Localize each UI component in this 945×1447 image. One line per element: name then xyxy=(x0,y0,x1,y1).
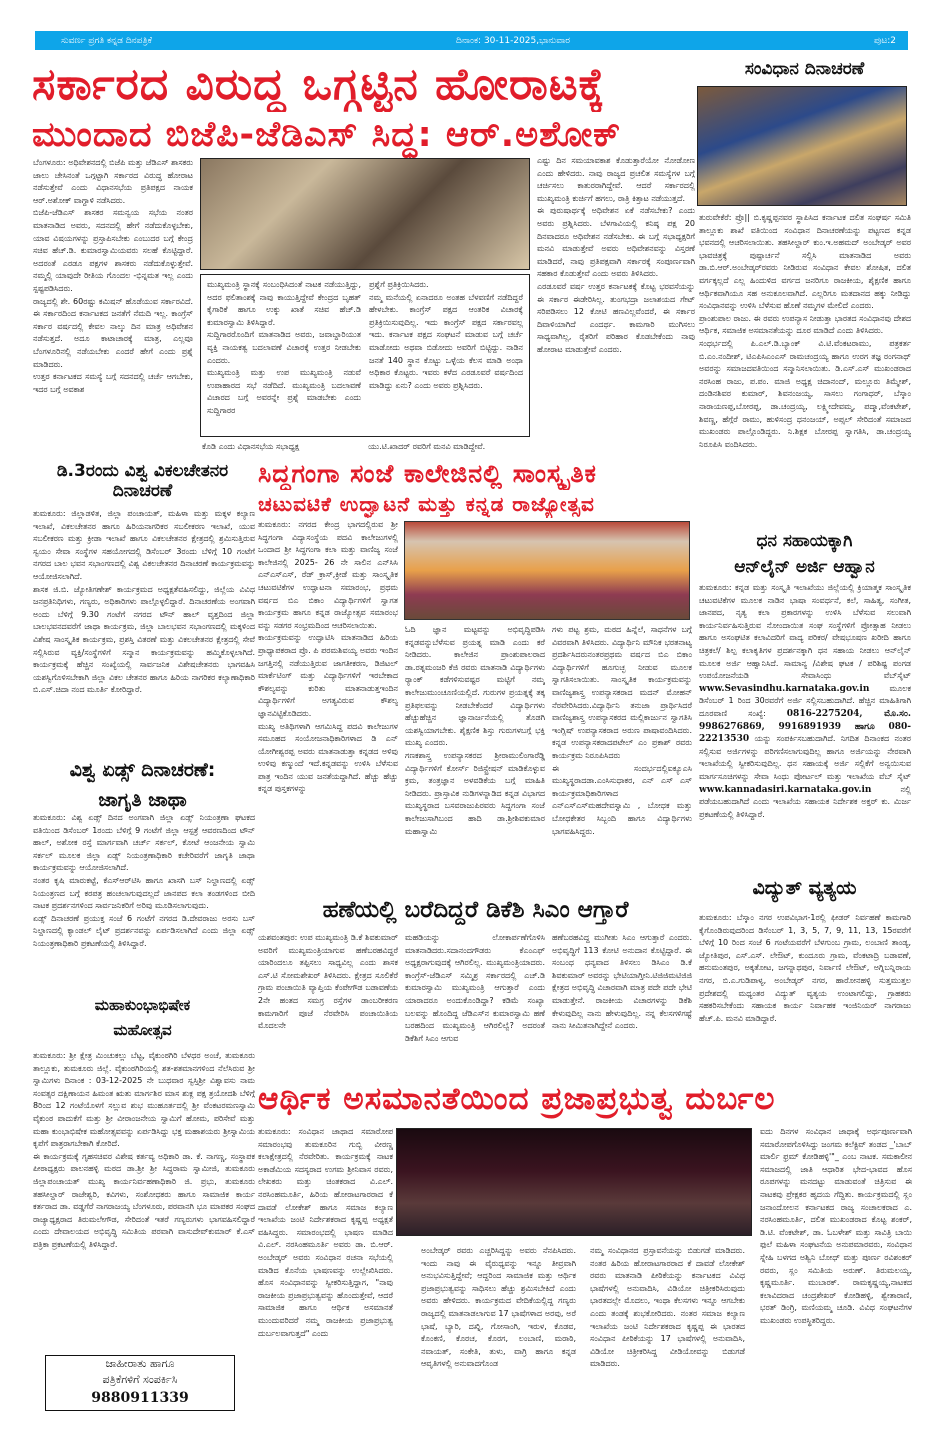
issue-date: ದಿನಾಂಕ: 30-11-2025,ಭಾನುವಾರ xyxy=(456,35,571,46)
text-segment: ತುಮಕೂರು: ಕನ್ನಡ ಮತ್ತು ಸಂಸ್ಕೃತಿ ಇಲಾಖೆಯು ಜಿಲ್ಲೆಯಲ್ಲಿ ಕ್ರಿಯಾತ್ಮಕ ಸಾಂಸ್ಕೃತಿಕ ಚಟುವಟಿಕೆಗಳ ಮೂಲಕ ನಾಡಿನ ಭಾಷಾ ಸಂವರ್ಧನೆ, ಕಲೆ, ಸಾಹಿತ್ಯ, ಸಂಗೀತ, ಜಾನಪದ, ನೃತ್ಯ ಕಲಾ ಪ್ರಕಾರಗಳನ್ನು ಉಳಿಸಿ ಬೆಳೆಸುವ ಸಲುವಾಗಿ ಕಾರ್ಯನಿರ್ವಹಿಸುತ್ತಿರುವ ನೋಂದಾಯಿತ ಸಂಘ ಸಂಸ್ಥೆಗಳಿಗೆ ಪ್ರೋತ್ಸಾಹ ನೀಡಲು ಹಾಗೂ ಅಸಂಘಟಿತ ಕಲಾವಿದರಿಗೆ ವಾದ್ಯ ಪರಿಕರ/ ವೇಷಭೂಷಣ ಖರೀದಿ ಹಾಗೂ ಚಿತ್ರಕಲೆ/ ಶಿಲ್ಪ ಕಲಾಕೃತಿಗಳ ಪ್ರದರ್ಶನಕ್ಕಾಗಿ ಧನ ಸಹಾಯ ನೀಡಲು ಆನ್‌ಲೈನ್ ಮೂಲಕ ಅರ್ಜಿ ಆಹ್ವಾನಿಸಿದೆ. ಸಾಮಾನ್ಯ /ವಿಶೇಷ ಘಟಕ / ಪರಿಶಿಷ್ಟ ಪಂಗಡ ಉಪಯೋಜನೆಯಡಿ ಸೇವಾಸಿಂಧು ವೆಬ್‌ಸೈಟ್ xyxy=(699,583,911,681)
sevasindhu-link[interactable]: www.Sevasindhu.karnataka.gov.in xyxy=(699,683,870,694)
paragraph: ಪ್ರಶ್ನೆಗೆ ಪ್ರತಿಕ್ರಿಯಿಸಿದರು. xyxy=(369,280,429,289)
page-number: ಪುಟ:2 xyxy=(874,35,896,46)
text-segment: ಮೂಲಕ ಡಿಸೆಂಬರ್ 1 ರಿಂದ 30ರವರೆಗೆ ಅರ್ಜಿ ಸಲ್ಲಿಸಬಹುದಾಗಿದೆ. ಹೆಚ್ಚಿನ ಮಾಹಿತಿಗಾಗಿ ದೂರವಾಣಿ ಸಂಖ್ಯೆ: xyxy=(699,683,911,718)
paragraph: ಉತ್ತರ ಕರ್ನಾಟಕದ ಸಮಸ್ಯೆ ಬಗ್ಗೆ ಸದನದಲ್ಲಿ ಚರ್ಚೆ ಆಗಬೇಕು, ಇದರ ಬಗ್ಗೆ ಅವಕಾಶ xyxy=(33,372,193,394)
lead-story-boxed-section xyxy=(200,274,530,437)
arthika-col2: ಅಂಬೇಡ್ಕರ್ ರವರು ಎಚ್ಚರಿಸಿದ್ದನ್ನು ಅವರು ನೆನಪಿಸಿದರು. ಇಂದು ನಾವು ಈ ವೈರುಧ್ಯವನ್ನು ಇನ್ನೂ ತೀವ್ರವಾಗಿ ಅನುಭವಿಸುತ್ತಿದ್ದೇವೆ; ಆದ್ದರಿಂದ ಸಾಮಾಜಿಕ ಮತ್ತು ಆರ್ಥಿಕ ಪ್ರಜಾಪ್ರಭುತ್ವವನ್ನು ಸಾಧಿಸಲು ಹೆಚ್ಚು ಶ್ರಮಿಸಬೇಕಿದೆ ಎಂದು ಅವರು ಹೇಳಿದರು. ಕಾರ್ಯಕ್ರಮದ ವೇದಿಕೆಯಲ್ಲಿದ್ದ ಗಣ್ಯರು ರಾಜ್ಯದಲ್ಲಿ ಮಾತನಾಡಲಾಗುವ 17 ಭಾಷೆಗಳಾದ ಅರವು, ಅರೆ ಭಾಷೆ, ಬ್ಯಾರಿ, ದಖ್ನಿ, ಗೋಸಾಂಗಿ, ಇರುಳ, ಕೊಡವ, ಕೊಂಕಣಿ, ಕೊರಚ, ಕೊರಗ, ಲಂಬಾಣಿ, ಮರಾಠಿ, ನವಾಯತ್, ಸಂಕೇತಿ, ತುಳು, ವಾಗ್ರಿ ಹಾಗೂ ಕನ್ನಡ ಆವೃತಿಗಳಲ್ಲಿ ಅನುವಾದಗೊಂಡ xyxy=(421,1246,576,1369)
paragraph: ರಾಜ್ಯದಲ್ಲಿ ಶೇ. 60ರಷ್ಟು ಕಮಿಷನ್ ಹೊಡೆಯುವ ಸರ್ಕಾರವಿದೆ. ಈ ಸರ್ಕಾರದಿಂದ ಕರ್ನಾಟಕದ ಜನತೆಗೆ ನೆಮದಿ ಇಲ್ಲ. ಕಾಂಗ್ರೆಸ್ ಸರ್ಕಾರ ವರ್ಷದಲ್ಲಿ ಕೇವಲ ನಾಲ್ಕು ದಿನ ಮಾತ್ರ ಅಧಿವೇಶನ ನಡೆಸುತ್ತದೆ. ಅದೂ ಕಾಟಾಚಾರಕ್ಕೆ ಮಾತ್ರ, ಎಲ್ಲವೂ ಬೆಂಗಳೂರಿನಲ್ಲಿ ನಡೆಯಬೇಕು ಎಂದರೆ ಹೇಗೆ ಎಂದು ಪ್ರಶ್ನೆ ಮಾಡಿದರು. xyxy=(33,296,193,369)
vidyut-body: ತುಮಕೂರು: ಬೆಸ್ಕಾಂ ನಗರ ಉಪವಿಭಾಗ-1ರಲ್ಲಿ ಫೀಡರ್ ನಿರ್ವಹಣೆ ಕಾಮಗಾರಿ ಕೈಗೊಂಡಿರುವುದರಿಂದ ಡಿಸೆಂಬರ್ 1, 3, 5, 7, 9, 11, 13, 15ರವರೆಗೆ ಬೆಳಿಗ್ಗೆ 10 ರಿಂದ ಸಂಜೆ 6 ಗಂಟೆಯವರೆಗೆ ಬೆಳಗುಂಬ ಗ್ರಾಮ, ಲಂಬಾಣಿ ತಾಂಡ್ಯ, ಜ್ಯೋತಿಪುರ, ಎಸ್.ಎಸ್. ಲೇಔಟ್, ಕುಂದೂರು ಗ್ರಾಮ, ವೆಂಕಟಾದ್ರಿ ಬಡಾವಣೆ, ಹನುಮಂತಪುರ, ಅಕ್ಕತೋಟ, ಜಗನ್ನಾಥಪುರ, ನಿರ್ವಾಣಿ ಲೇಔಟ್, ಅಗ್ನಿಬನ್ನಿರಾಯ ನಗರ, ಬಿ.ಎ.ಗುಡಿಪಾಳ್ಯ, ಅಂಬೇಡ್ಕರ್ ನಗರ, ಹಾರೋನಹಳ್ಳಿ ಸುತ್ತಮುತ್ತಲ ಪ್ರದೇಶದಲ್ಲಿ ಮಧ್ಯಂತರ ವಿದ್ಯುತ್ ವ್ಯತ್ಯಯ ಉಂಟಾಗಲಿದ್ದು, ಗ್ರಾಹಕರು ಸಹಕರಿಸಬೇಕೆಂದು ಸಹಾಯಕ ಕಾರ್ಯ ನಿರ್ವಾಹಕ ಇಂಜಿನಿಯರ್ ನಾಗರಾಜು ಹೆಚ್.ಪಿ. ಮನವಿ ಮಾಡಿದ್ದಾರೆ. xyxy=(699,913,911,1023)
headline-line: ಮಹೋತ್ಸವ xyxy=(113,1021,172,1039)
paragraph: ಗಳು ಪಟ್ಟ ಶ್ರಮ, ಮಠದ ಹಿನ್ನೆಲೆ, ಸಾಧನೆಗಳ ಬಗ್ಗೆ ವಿವರವಾಗಿ ತಿಳಿಸಿದರು. ವಿದ್ಯಾರ್ಥಿನಿ ಮೌನಿಕ ಭರತನಾಟ್ಯ ಪ್ರದರ್ಶಿಸಿದರುನಂತರಪ್ರಥಮ ವರ್ಷದ ಬಿಎ ಬಿಕಾಂ ವಿದ್ಯಾರ್ಥಿಗಳಿಗೆ ಹೂಗುಚ್ಛ ನೀಡುವ ಮೂಲಕ ಸ್ವಾಗತಿಸಲಾಯಿತು. ಸಾಂಸ್ಕೃತಿಕ ಕಾರ್ಯಕ್ರಮವನ್ನು ವಾಣಿಜ್ಯಶಾಸ್ತ್ರ ಉಪನ್ಯಾಸಕರಾದ ಮದನ್ ಮೋಹನ್ ನೆರವೇರಿಸಿದರು.ವಿದ್ಯಾರ್ಥಿನಿ ತನುಜಾ ಪ್ರಾರ್ಥಿಸಿದರೆ ವಾಣಿಜ್ಯಶಾಸ್ತ್ರ ಉಪನ್ಯಾಸಕರದ ಮಲ್ಲಿಕಾರ್ಜುನ ಸ್ವಾಗತಿಸಿ ಇಂಗ್ಲಿಷ್ ಉಪನ್ಯಾಸಕರಾದ ಅರುಣ ಪಾಷಾವಂದಿಸಿದರು. ಕನ್ನಡ ಉಪನ್ಯಾಸಕರಾದಪಟೇಲ್ ಎಂ ಪ್ರಕಾಶ್ ರವರು ಕಾರ್ಯಕ್ರಮ ನಿರೂಪಿಸಿದರು xyxy=(552,625,692,760)
dhana-sahaya-body xyxy=(699,582,911,874)
siddaganga-col3 xyxy=(552,624,692,881)
lead-headline-line1: ಸರ್ಕಾರದ ವಿರುದ್ಧ ಒಗ್ಗಟ್ಟಿನ ಹೋರಾಟಕ್ಕೆ xyxy=(32,59,606,110)
headline-line: ಡಿ.3ರಂದು ವಿಶ್ವ ವಿಕಲಚೇತನರ xyxy=(56,461,229,481)
kumbhabhisheka-body xyxy=(33,1050,255,1342)
siddaganga-headline-line1: ಸಿದ್ಧಗಂಗಾ ಸಂಜೆ ಕಾಲೇಜಿನಲ್ಲಿ ಸಾಂಸ್ಕೃತಿಕ xyxy=(258,459,597,488)
paragraph: ಸುದ್ದಿಗಾರರೊಂದಿಗೆ ಮಾತನಾಡಿದ ಅವರು, ಜವಾಬ್ದಾರಿಯುತ ವ್ಯಕ್ತಿ ನಾಯಕತ್ವ ಬದಲಾವಣೆ ವಿಚಾರಕ್ಕೆ ಉತ್ತರ ನೀಡಬೇಕು ಎಂದರು. xyxy=(207,330,361,365)
siddaganga-col1 xyxy=(258,519,398,881)
below-box-left: ಕೊಡಿ ಎಂದು ವಿಧಾನಸಭೆಯ ಸಭಾಧ್ಯಕ್ಷ xyxy=(202,442,300,451)
ad-line2: ಪತ್ರಿಕೆಗಳಿಗೆ ಸಂಪರ್ಕಿಸಿ xyxy=(102,1373,178,1386)
paragraph: ಈ ಪುರುಷಾರ್ಥಕ್ಕೆ ಅಧಿವೇಶನ ಏಕೆ ನಡೆಸಬೇಕು? ಎಂದು ಅವರು ಪ್ರಶ್ನಿಸಿದರು. ಬೆಳಗಾವಿಯಲ್ಲಿ ಕನಿಷ್ಠ ಪಕ್ಷ 20 ದಿನವಾದರೂ ಅಧಿವೇಶನ ನಡೆಸಬೇಕು. ಈ ಬಗ್ಗೆ ಸಭಾಧ್ಯಕ್ಷರಿಗೆ ಮನವಿ ಮಾಡುತ್ತೇವೆ ಅವರು ಅಧಿವೇಶನವನ್ನು ವಿಸ್ತರಣೆ ಮಾಡಿದರೆ, ನಾವು ಪ್ರತಿಪಕ್ಷವಾಗಿ ಸರ್ಕಾರಕ್ಕೆ ಸಂಪೂರ್ಣವಾಗಿ ಸಹಕಾರ ಕೊಡುತ್ತೇವೆ ಎಂದು ಅವರು ತಿಳಿಸಿದರು. xyxy=(537,206,695,279)
headline-line: ಮಹಾಕುಂಭಾಭಿಷೇಕ xyxy=(94,996,191,1014)
lead-story-col1 xyxy=(33,157,193,457)
dkshi-headline: ಹಣೆಯಲ್ಲಿ ಬರೆದಿದ್ದರೆ ಡಿಕೆಶಿ ಸಿಎಂ ಆಗ್ತಾರೆ xyxy=(322,897,629,923)
paper-name: ಸುವರ್ಣ ಪ್ರಗತಿ ಕನ್ನಡ ದಿನಪತ್ರಿಕೆ xyxy=(61,35,152,46)
paragraph: ತುಮಕೂರು: ವಿಶ್ವ ಏಡ್ಸ್ ದಿನದ ಅಂಗವಾಗಿ ಜಿಲ್ಲಾ ಏಡ್ಸ್ ನಿಯಂತ್ರಣಾ ಘಟಕದ ವತಿಯಿಂದ ಡಿಸೆಂಬರ್ 1ರಂದು ಬೆಳಿಗ್ಗೆ 9 ಗಂಟೆಗೆ ಜಿಲ್ಲಾ ಆಸ್ಪತ್ರೆ ಆವರಣದಿಂದ ಟೌನ್ ಹಾಲ್, ಅಶೋಕ ರಸ್ತೆ ಮಾರ್ಗವಾಗಿ ಚರ್ಚ್ ಸರ್ಕಲ್, ಕೋಟೆ ಆಂಜನೇಯ ಸ್ವಾಮಿ ಸರ್ಕಲ್ ಮೂಲಕ ಜಿಲ್ಲಾ ಏಡ್ಸ್ ನಿಯಂತ್ರಣಾಧಿಕಾರಿ ಕಚೇರಿವರೆಗೆ ಜಾಗೃತಿ ಜಾಥಾ ಕಾರ್ಯಕ್ರಮವನ್ನು ಆಯೋಜಿಸಲಾಗಿದೆ. xyxy=(33,813,255,873)
samvidhana-photo xyxy=(697,86,907,206)
headline-line: ಆನ್‌ಲೈನ್ ಅರ್ಜಿ ಆಹ್ವಾನ xyxy=(734,557,875,577)
samvidhana-headline: ಸಂವಿಧಾನ ದಿನಾಚರಣೆ xyxy=(744,59,865,79)
vikalachetana-headline xyxy=(30,462,255,501)
paragraph: ಪ್ರಾಂಶುಪಾಲ ರಾಜು. ಈ ರವರು ಉಪನ್ಯಾಸ ನೀಡುತ್ತಾ ಭಾರತದ ಸಂವಿಧಾನವು ದೇಶದ ಆರ್ಥಿಕ, ಸಮಾಜಿಕ ಅಸಮಾನತೆಯನ್ನು ದೂರ ಮಾಡಿದೆ ಎಂದು ತಿಳಿಸಿದರು. xyxy=(699,313,911,336)
dhana-sahaya-headline xyxy=(697,528,912,580)
arthika-photo xyxy=(396,1128,752,1236)
paragraph: ಮುಖ್ಯ ಅತಿಥಿಗಳಾಗಿ ಆಗಮಿಸಿದ್ದ ಪದವಿ ಕಾಲೇಜುಗಳ ಸಮೂಹದ ಸಂಯೋಜನಾಧಿಕಾರಿಗಳಾದ ಡಿ ಎನ್ ಯೋಗೀಶ್ವರಪ್ಪ ಅವರು ಮಾತನಾಡುತ್ತಾ ಕನ್ನಡದ ಅಳಿವು ಉಳಿವು ಕಣ್ಮುಂದೆ ಇದೆ.ಕನ್ನಡವನ್ನು ಉಳಿಸಿ ಬೆಳೆಸುವ ಪಾತ್ರ ಇಂದಿನ ಯುವ ಜನತೆಯದ್ದಾಗಿದೆ. ಹೆಚ್ಚು ಹೆಚ್ಚು ಕನ್ನಡ ಪುಸ್ತಕಗಳನ್ನು xyxy=(258,721,398,794)
vidyut-headline: ವಿದ್ಯುತ್ ವ್ಯತ್ಯಯ xyxy=(752,877,857,899)
paragraph: ಎಷ್ಟು ದಿನ ಸಮಯಾವಕಾಶ ಕೊಡುತ್ತಾರೆಯೋ ನೋಡೋಣ ಎಂದು ಹೇಳಿದರು. ನಾವು ರಾಜ್ಯದ ಪ್ರಚಲಿತ ಸಮಸ್ಯೆಗಳ ಬಗ್ಗೆ ಚರ್ಚಿಸಲು ಕಾತುರರಾಗಿದ್ದೇವೆ. ಆದರೆ ಸರ್ಕಾರದಲ್ಲಿ ಮುಖ್ಯಮಂತ್ರಿ ಕುರ್ಚಿಗೆ ಹಗಲು, ರಾತ್ರಿ ಕಿತ್ತಾಟ ನಡೆಯುತ್ತದೆ. xyxy=(537,156,695,203)
paragraph: ಎರಡೂವರೆ ವರ್ಷ ಉತ್ತರ ಕರ್ನಾಟಕಕ್ಕೆ ಕೊಟ್ಟ ಭರವಸೆಯನ್ನು ಈ ಸರ್ಕಾರ ಈಡೇರಿಸಿಲ್ಲ. ತುಂಗಭದ್ರಾ ಜಲಾಶಯದ ಗೇಟ್ ಸರಿಪಡಿಸಲು 12 ಕೋಟಿ ಹಣವಿಲ್ಲವೆಂದರೆ, ಈ ಸರ್ಕಾರ ದಿವಾಳಿಯಾಗಿದೆ ಎಂದರ್ಥ. ಕಾಮಗಾರಿ ಮುಗಿಸಲು ಸಾಧ್ಯವಾಗಿಲ್ಲ, ರೈತರಿಗೆ ಪರಿಹಾರ ಕೊಡಬೇಕೆಂದು ನಾವು ಹೋರಾಟ ಮಾಡುತ್ತೇವೆ ಎಂದರು. xyxy=(537,281,695,354)
ad-phone-number: 9880911339 xyxy=(91,1390,189,1406)
paragraph: ತುಮಕೂರು: ಜಿಲ್ಲಾಡಳಿತ, ಜಿಲ್ಲಾ ಪಂಚಾಯತ್, ಮಹಿಳಾ ಮತ್ತು ಮಕ್ಕಳ ಕಲ್ಯಾಣ ಇಲಾಖೆ, ವಿಕಲಚೇತನರ ಹಾಗೂ ಹಿರಿಯನಾಗರಿಕರ ಸಬಲೀಕರಣ ಇಲಾಖೆ, ಯುವ ಸಬಲೀಕರಣ ಮತ್ತು ಕ್ರೀಡಾ ಇಲಾಖೆ ಹಾಗೂ ವಿಕಲಚೇತನರ ಕ್ಷೇತ್ರದಲ್ಲಿ ಶ್ರಮಿಸುತ್ತಿರುವ ಸ್ವಯಂ ಸೇವಾ ಸಂಸ್ಥೆಗಳ ಸಹಯೋಗದಲ್ಲಿ ಡಿಸೆಂಬರ್ 3ರಂದು ಬೆಳಿಗ್ಗೆ 10 ಗಂಟೆಗೆ ನಗರದ ಬಾಲ ಭವನ ಸಭಾಂಗಣದಲ್ಲಿ ವಿಶ್ವ ವಿಕಲಚೇತನರ ದಿನಾಚರಣೆ ಕಾರ್ಯಕ್ರಮವನ್ನು ಆಯೋಜಿಸಲಾಗಿದೆ. xyxy=(33,509,255,581)
phone-numbers: 0816-2275204, ಮೊ.ಸಂ. 9986276869, 9916891939 ಹಾಗೂ 080-22213530 xyxy=(699,708,911,745)
paragraph: ಗಣಕಶಾಸ್ತ್ರ ಉಪನ್ಯಾಸಕರದ ಶ್ರೀರಾಮುಲಿಂಗಾರೆಡ್ಡಿ ವಿದ್ಯಾರ್ಥಿಗಳಿಗೆ ಕೋರ್ಸ್ ರಿಜಿಸ್ಟ್ರೇಷನ್ ಮಾಡಿಕೊಳ್ಳುವ ಕ್ರಮ, ತಂತ್ರಜ್ಞಾನ ಅಳವಡಿಕೆಯ ಬಗ್ಗೆ ಮಾಹಿತಿ ನೀಡಿದರು. ಪ್ರಾಸ್ತಾವಿಕ ನುಡಿಗಳನ್ನಾಡಿದ ಕನ್ನಡ ವಿಭಾಗದ ಮುಖ್ಯಸ್ಥರಾದ ಬಸವರಾಜುಪಿರವರು ಸಿದ್ದಗಂಗಾ ಸಂಜೆ ಕಾಲೇಜುಸಾಗಿಬಂದ ಹಾದಿ ಡಾ.ಶ್ರೀಶಿವಕುಮಾರ ಮಹಾಸ್ವಾಮಿ xyxy=(405,750,545,836)
headline-line: ಧನ ಸಹಾಯಕ್ಕಾಗಿ xyxy=(756,531,853,551)
vikalachetana-body xyxy=(33,508,255,758)
boxed-col-a xyxy=(207,279,361,429)
kannadasiri-link[interactable]: www.kannadasiri.karnataka.gov.in xyxy=(699,784,872,795)
boxed-col-b xyxy=(369,279,523,429)
arthika-col3: ನಮ್ಮ ಸಂವಿಧಾನದ ಪ್ರಸ್ತಾವನೆಯನ್ನು ಬಿಡುಗಡೆ ಮಾಡಿದರು. ನಂತರ ಹಿರಿಯ ಹೋರಾಟಗಾರರಾದ ಕೆ ದಾವಡೆ ಲೋಕೇಶ್ ರವರು ಮಾತನಾಡಿ ಪೀಠಿಕೆಯನ್ನು ಕರ್ನಾಟಕದ ವಿವಿಧ ಭಾಷೆಗಳಲ್ಲಿ ಅನುವಾದಿಸಿ, ವಿಡಿಯೋ ಚಿತ್ರೀಕರಿಸಿರುವುದು ಭಾರತದಲ್ಲೇ ಮೊದಲು, ಇಂಥಾ ಕೆಲಸಗಳು ಇನ್ನೂ ಆಗಬೇಕು ಎಂದು ತಂಡಕ್ಕೆ ಶುಭಕೋರಿದರು. ನಂತರ ಸಮಾಜ ಕಲ್ಯಾಣ ಇಲಾಖೆಯ ಜಂಟಿ ನಿರ್ದೇಶಕರಾದ ಕೃಷ್ಣಪ್ಪ ಈ ಭಾರತದ ಸಂವಿಧಾನ ಪೀಠಿಕೆಯನ್ನು 17 ಭಾಷೆಗಳಲ್ಲಿ ಅನುವಾದಿಸಿ, ವಿಡಿಯೋ ಚಿತ್ರೀಕರಿಸಿದ್ದ ವೀಡಿಯೋವನ್ನು ಬಿಡುಗಡೆ ಮಾಡಿದರು. xyxy=(590,1246,745,1369)
paragraph: ಕಾರ್ಯಕ್ರಮವನ್ನು ಉದ್ಘಾಟಿಸಿ ಮಾತನಾಡಿದ ಹಿರಿಯ ಪ್ರಾಧ್ಯಾಪಕರಾದ ಪ್ರೊ. ಪಿ ಪರಮಶಿವಯ್ಯ ಅವರು ಇಂದಿನ ಜಗತ್ತಿನಲ್ಲಿ ನಡೆಯುತ್ತಿರುವ ಜಾಗತೀಕರಣ, ಡಿಜಿಟಲ್ ಮಾರ್ಕೆಟಿಂಗ್ ಮತ್ತು ವಿದ್ಯಾರ್ಥಿಗಳಿಗೆ ಇರಬೇಕಾದ ಕೌಶಲ್ಯವನ್ನು ಕುರಿತು ಮಾತನಾಡುತ್ತಇಂದಿನ ವಿದ್ಯಾರ್ಥಿಗಳಿಗೆ ಅಗತ್ಯವಿರುವ ಕೌಶಲ್ಯ ಜ್ಞಾನವಿಟ್ಟಿಕೊಡಿದರು. xyxy=(258,633,398,718)
kumbhabhisheka-headline xyxy=(30,993,255,1043)
siddaganga-photo xyxy=(404,521,690,620)
arthika-col1: ತುಮಕೂರು: ಸಂವಿಧಾನ ಜಾಥಾದ ಸಮಾರೋಪ ಸಮಾರಂಭವು ತುಮಕೂರಿನ ಗುಬ್ಬಿ ವೀರಣ್ಣ ಕಲಾಕ್ಷೇತ್ರದಲ್ಲಿ ನೆರವೇರಿತು. ಕಾರ್ಯಕ್ರಮಕ್ಕೆ ನಾಟಕ ಅಕಾಡೆಮಿಯ ಸದಸ್ಯರಾದ ಉಗಮ ಶ್ರೀನಿವಾಸ ರವರು, ಲೇಖಕರು ಮತ್ತು ಚಿಂತಕರಾದ ವಿ.ಎಲ್. ನರಸಿಂಹಮೂರ್ತಿ, ಹಿರಿಯ ಹೋರಾಟಗಾರರಾದ ಕೆ ದಾವಡೆ ಲೋಕೇಶ್ ಹಾಗೂ ಸಮಾಜ ಕಲ್ಯಾಣ ಇಲಾಖೆಯ ಜಂಟಿ ನಿರ್ದೇಶಕರಾದ ಕೃಷ್ಣಪ್ಪ ಅಧ್ಯಕ್ಷತೆ ವಹಿಸಿದ್ದರು. ಸಮಾರಂಭದಲ್ಲಿ ಭಾಷಣ ಮಾಡಿದ ವಿ.ಎಲ್. ನರಸಿಂಹಮೂರ್ತಿ ಅವರು ಡಾ. ಬಿ.ಆರ್. ಅಂಬೇಡ್ಕರ್ ಅವರು ಸಂವಿಧಾನ ರಚನಾ ಸಭೆಯಲ್ಲಿ ಮಾಡಿದ ಕೊನೆಯ ಭಾಷಣವನ್ನು ಉಲ್ಲೇಖಿಸಿದರು. ಹೊಸ ಸಂವಿಧಾನವನ್ನು ಸ್ವೀಕರಿಸುತ್ತಿದ್ದಾಗ, "ನಾವು ರಾಜಕೀಯ ಪ್ರಜಾಪ್ರಭುತ್ವವನ್ನು ಹೊಂದುತ್ತೇವೆ, ಆದರೆ ಸಾಮಾಜಿಕ ಹಾಗೂ ಆರ್ಥಿಕ ಅಸಮಾನತೆ ಮುಂದುವರಿದರೆ ನಮ್ಮ ರಾಜಕೀಯ ಪ್ರಜಾಪ್ರಭುತ್ವ ದುರ್ಬಲವಾಗುತ್ತದೆ" ಎಂದು xyxy=(258,1127,393,1338)
paragraph: ಶಾಸಕ ಜಿ.ಬಿ. ಜ್ಯೋತಿಗಣೇಶ್ ಕಾರ್ಯಕ್ರಮದ ಅಧ್ಯಕ್ಷತೆವಹಿಸಲಿದ್ದು, ಜಿಲ್ಲೆಯ ವಿವಿಧ ಜನಪ್ರತಿನಿಧಿಗಳು, ಗಣ್ಯರು, ಅಧಿಕಾರಿಗಳು ಪಾಲ್ಗೊಳ್ಳಲಿದ್ದಾರೆ. ದಿನಾಚರಣೆಯ ಅಂಗವಾಗಿ ಅಂದು ಬೆಳಿಗ್ಗೆ 9.30 ಗಂಟೆಗೆ ನಗರದ ಟೌನ್ ಹಾಲ್ ವೃತ್ತದಿಂದ ಜಿಲ್ಲಾ ಬಾಲಭವನದವರೆಗೆ ಜಾಥಾ ಕಾರ್ಯಕ್ರಮ, ಜಿಲ್ಲಾ ಬಾಲಭವನ ಸಭಾಂಗಣದಲ್ಲಿ ಮಕ್ಕಳಿಂದ ವಿಶೇಷ ಸಾಂಸ್ಕೃತಿಕ ಕಾರ್ಯಕ್ರಮ, ಪ್ರಶಸ್ತಿ ವಿತರಣೆ ಮತ್ತು ವಿಕಲಚೇತನರ ಕ್ಷೇತ್ರದಲ್ಲಿ ಸೇವೆ ಸಲ್ಲಿಸಿರುವ ವ್ಯಕ್ತಿ/ಸಂಸ್ಥೆಗಳಿಗೆ ಸನ್ಮಾನ ಕಾರ್ಯಕ್ರಮವನ್ನು ಹಮ್ಮಿಕೊಳ್ಳಲಾಗಿದೆ. ಕಾರ್ಯಕ್ರಮಕ್ಕೆ ಹೆಚ್ಚಿನ ಸಂಖ್ಯೆಯಲ್ಲಿ ಸಾರ್ವಜನಿಕ ವಿಶೇಷಚೇತನರು ಭಾಗವಹಿಸಿ ಯಶಸ್ವಿಗೊಳಿಸಬೇಕಾಗಿ ಜಿಲ್ಲಾ ವಿಕಲ ಚೇತನರ ಹಾಗೂ ಹಿರಿಯ ನಾಗರಿಕರ ಕಲ್ಯಾಣಾಧಿಕಾರಿ ಬಿ.ಎಸ್.ಚಿದಾ ನಂದ ಮೂರ್ತಿ ಕೋರಿದ್ದಾರೆ. xyxy=(33,584,255,695)
lead-story-col3 xyxy=(537,155,695,455)
lead-story-photo xyxy=(200,158,530,270)
paragraph: ತುಮಕೂರು: ಶ್ರೀ ಕ್ಷೇತ್ರ ಮಿಂಚುಕಲ್ಲು ಬೆಟ್ಟ, ವೈಕುಂಠಗಿರಿ ಬೆಳಧರ ಅಂಚೆ, ತುಮಕೂರು ತಾಲ್ಲೂಕು, ತುಮಕೂರು ಜಿಲ್ಲೆ. ವೈಕುಂಠಗಿರಿಯಲ್ಲಿ ಶತ-ಶತಮಾನಗಳಿಂದ ನೆಲೆಸಿರುವ ಶ್ರೀ ಸ್ವಾಮಿಗಳು ದಿನಾಂಕ : 03-12-2025 ನೇ ಬುಧವಾರ ಸ್ವಸ್ತಿಶ್ರೀ ವಿಶ್ವಾವಸು ನಾಮ ಸಂವತ್ಸರ ದಕ್ಷಿಣಾಯನ ಹಿಮಂತ ಋತು ಮಾರ್ಗಶಿರ ಮಾಸ ಶುಕ್ಲ ಪಕ್ಷ ತ್ರಯೋದಶಿ ಬೆಳಿಗ್ಗೆ 8ರಿಂದ 12 ಗಂಟೆಯೊಳಗೆ ಸಲ್ಲುವ ಶುಭ ಮುಹೂರ್ತದಲ್ಲಿ ಶ್ರೀ ವೆಂಕಟರಮಣಸ್ವಾಮಿ ವೈಕುಂಠ ಪಾದುಕೆಗೆ ಮತ್ತು ಶ್ರೀ ವೀರಾಂಜನೇಯ ಸ್ವಾಮಿಗೆ ಹೋಮ, ಪರಿಸೇವೆ ಮತ್ತು ಮಹಾ ಕುಂಭಾಭಿಷೇಕ ಮಹೋತ್ಸವವನ್ನು ಏರ್ಪಡಿಸಿದ್ದು ಭಕ್ತ ಮಹಾಶಯರು ಶ್ರೀಸ್ವಾಮಿಯ ಕೃಪೆಗೆ ಪಾತ್ರರಾಗಬೇಕಾಗಿ ಕೋರಿದೆ. xyxy=(33,1051,255,1149)
paragraph: ಸಂಧರ್ಭದಲ್ಲಿ ಪಿ.ಎಲ್.ಡಿ.ಬ್ಯಾಂಕ್ ವಿ.ಟಿ.ವೆಂಕಟರಾಮು, ಪತ್ರಕರ್ತ ಬಿ.ಎಂ.ನಂದೀಶ್, ಟಿಎಪಿಸಿಎಂಎಸ್ ರಾಮಚಂದ್ರಯ್ಯ ಹಾಗೂ ಉರಗ ತಜ್ಞ ರಂಗನಾಥ್ ಅವರನ್ನು ಸಮಾಜದವತಿಯಿಂದ ಸನ್ಮಾನಿಸಲಾಯಿತು. ಡಿ.ಎಸ್.ಎಸ್ ಮುಖಂಡರಾದ ನರಸಿಂಹ ರಾಜು, ಪ.ಪಂ. ಮಾಜಿ ಅಧ್ಯಕ್ಷ ಚಿದಾನಂದ್, ಮಲ್ಲೂರು ತಿಮ್ಮೇಶ್, ದಂಡಿನಶಿವರ ಕುಮಾರ್, ಶಿವನಂಜಯ್ಯ, ಸಾಸಲು ಗಂಗಾಧರ್, ಬೆಸ್ಕಾಂ ನಾರಾಯಣಪ್ಪ,ಬೋರಪ್ಪ, ಡಾ.ಚಂದ್ರಯ್ಯ, ಲಕ್ಷ್ಮೀದೇವಮ್ಮ, ಪದ್ಮಾ,ವೆಂಕಟೇಶ್, ಶಿವಣ್ಣ, ಹೆಗ್ಗೆರೆ ರಾಮು, ಹುಳಿಸಂದ್ರ ಧನಂಜಯ್, ಅಪ್ಸಲ್ ಸೇರಿದಂತೆ ಸಮಾಜದ ಮುಖಂಡರು ಪಾಲ್ಗೊಂಡಿದ್ದರು. ನಿ.ಶಿಕ್ಷಕ ಬೋರಪ್ಪ ಸ್ವಾಗತಿಸಿ, ಡಾ.ಚಂದ್ರಯ್ಯ ನಿರೂಪಿಸಿ ವಂದಿಸಿದರು. xyxy=(699,338,911,449)
headline-line: ಜಾಗೃತಿ ಜಾಥಾ xyxy=(98,789,187,811)
paragraph: ಈ ಕಾರ್ಯಕ್ರಮಕ್ಕೆ ಗೃಹಸಚಿವರ ವಿಶೇಷ ಕರ್ತವ್ಯ ಅಧಿಕಾರಿ ಡಾ. ಕೆ. ನಾಗಣ್ಣ, ಸಂಸ್ಥಾಪಕ ಪೀಠಾಧ್ಯಕ್ಷರು ಪಾಲನಹಳ್ಳಿ ಮಠದ ಡಾ.ಶ್ರೀ ಶ್ರೀ ಸಿದ್ಧರಾಮ ಸ್ವಾಮೀಜಿ, ತುಮಕೂರು ಜಿಲ್ಲಾಪಂಚಾಯತ್ ಮುಖ್ಯ ಕಾರ್ಯನಿರ್ವಹಣಾಧಿಕಾರಿ ಜಿ. ಪ್ರಭು, ತುಮಕೂರು ತಹಸೀಲ್ದಾರ್ ರಾಜೇಶ್ವರಿ, ಕವಿಗಳು, ಸಂಶೋಧಕರು ಹಾಗೂ ಸಾಮಾಜಿಕ ಕಾರ್ಯ ಕರ್ತರಾದ ಡಾ. ವಡ್ಡಗೆರೆ ನಾಗರಾಜಯ್ಯ ಬೆಂಗಳೂರು, ಪರವಾನಗಿ ಭೂ ಮಾಪಕರ ಸಂಘದ ರಾಜ್ಯಾಧ್ಯಕ್ಷರಾದ ತಿರುಮಲೇಗೌಡ, ಸೇರಿದಂತೆ ಇತರೆ ಗಣ್ಯರುಗಳು ಭಾಗವಹಿಸಲಿದ್ದಾರೆ ಎಂದು ದೇವಾಲಯದ ಅಭಿವೃದ್ಧಿ ಸಮಿತಿಯ ಪರವಾಗಿ ವಾಸುದೇವ್‌ಕುಮಾರ್ ಕೆ.ಎಸ್ ಪತ್ರಿಕಾ ಪ್ರಕಟಣೆಯಲ್ಲಿ ತಿಳಿಸಿದ್ದಾರೆ. xyxy=(33,1151,255,1249)
siddaganga-col2 xyxy=(405,624,545,881)
paragraph: ಮುಖ್ಯಮಂತ್ರಿ ಮತ್ತು ಉಪ ಮುಖ್ಯಮಂತ್ರಿ ನಡುವೆ ಉಪಾಹಾರದ ಸಭೆ ನಡೆದಿದೆ. ಮುಖ್ಯಮಂತ್ರಿ ಬದಲಾವಣೆ ವಿಚಾರದ ಬಗ್ಗೆ ಅವರನ್ನೇ ಪ್ರಶ್ನೆ ಮಾಡಬೇಕು ಎಂದು ಸುದ್ದಿಗಾರರ xyxy=(207,368,361,415)
arthika-headline: ಆರ್ಥಿಕ ಅಸಮಾನತೆಯಿಂದ ಪ್ರಜಾಪ್ರಭುತ್ವ ದುರ್ಬಲ xyxy=(258,1081,776,1117)
dkshi-col1: ಯಶವಂತಪುರ: ಉಪ ಮುಖ್ಯಮಂತ್ರಿ ಡಿ.ಕೆ ಶಿವಕುಮಾರ್ ಅವರಿಗೆ ಮುಖ್ಯಮಂತ್ರಿಯಾಗುವ ಹಣೆಬರಹವಿದ್ದರೆ ಯಾರಿಂದಲೂ ತಪ್ಪಿಸಲು ಸಾಧ್ಯವಿಲ್ಲ ಎಂದು ಶಾಸಕ ಎಸ್.ಟಿ ಸೋಮಶೇಖರ್ ತಿಳಿಸಿದರು. ಕ್ಷೇತ್ರದ ಸೂಲಿಕೆರೆ ಗ್ರಾಮ ಪಂಚಾಯಿತಿ ವ್ಯಾಪ್ತಿಯ ಕೆಂಪೇಗೌಡ ಬಡಾವಣೆಯ 2ನೇ ಹಂತದ ಸಮಗ್ರ ರಸ್ತೆಗಳ ಡಾಂಬರೀಕರಣ ಕಾಮಗಾರಿಗೆ ಪೂಜೆ ನೆರವೇರಿಸಿ ಪಂಚಾಯಿತಿಯ ಮೊದಲನೇ xyxy=(258,933,398,1031)
paragraph: ಮುಖ್ಯಮಂತ್ರಿ ಸ್ಥಾನಕ್ಕೆ ಸಂಬಂಧಿಸಿದಂತೆ ನಾಟಕ ನಡೆಯುತ್ತಿದ್ದು, ಅದರ ಫಲಿತಾಂಶಕ್ಕೆ ನಾವು ಕಾಯುತ್ತಿದ್ದೇವೆ ಕೇಂದ್ರದ ಬೃಹತ್ ಕೈಗಾರಿಕೆ ಹಾಗೂ ಉಕ್ಕು ಖಾತೆ ಸಚಿವ ಹೆಚ್.ಡಿ ಕುಮಾರಸ್ವಾಮಿ ತಿಳಿಸಿದ್ದಾರೆ. xyxy=(207,280,361,327)
aids-day-headline xyxy=(30,755,255,815)
masthead-bar xyxy=(35,31,908,50)
paragraph: ಈ ಸಂದರ್ಭದಲ್ಲಿಐಕ್ಯೂಎಸಿ ಮುಖ್ಯಸ್ಥರಾದಡಾ.ಎಂಸಿಸುಧಾಕರ, ಎನ್ ಎಸ್ ಎಸ್ ಕಾರ್ಯಕ್ರಮಾಧಿಕಾರಿಗಳಾದ ಎನ್‌ಎಸ್‌ಎಸ್‌ಮಹದೇವಸ್ವಾಮಿ , ಬೋಧಕ ಮತ್ತು ಬೋಧಕೇತರ ಸಿಬ್ಬಂದಿ ಹಾಗೂ ವಿದ್ಯಾರ್ಥಿಗಳು ಭಾಗವಹಿಸಿದ್ದರು. xyxy=(552,763,692,836)
below-box-right: ಯು.ಟಿ.ಖಾದರ್ ರವರಿಗೆ ಮನವಿ ಮಾಡಿದ್ದೇವೆ. xyxy=(368,442,486,451)
advertisement-contact-box xyxy=(45,1355,235,1411)
paragraph: ಏಡ್ಸ್ ದಿನಾಚರಣೆ ಪ್ರಯುಕ್ತ ಸಂಜೆ 6 ಗಂಟೆಗೆ ನಗರದ ಡಿ.ದೇವರಾಜು ಅರಸು ಬಸ್ ನಿಲ್ದಾಣದಲ್ಲಿ ಕ್ಯಾಂಡಲ್ ಲೈಟ್ ಪ್ರದರ್ಶನವನ್ನು ಏರ್ಪಡಿಸಲಾಗಿದೆ ಎಂದು ಜಿಲ್ಲಾ ಏಡ್ಸ್ ನಿಯಂತ್ರಣಾಧಿಕಾರಿ ಪ್ರಕಟಣೆಯಲ್ಲಿ ತಿಳಿಸಿದ್ದಾರೆ. xyxy=(33,913,255,948)
lead-headline-line2: ಮುಂದಾದ ಬಿಜೆಪಿ-ಜೆಡಿಎಸ್ ಸಿದ್ಧ: ಆರ್.ಅಶೋಕ್ xyxy=(32,115,622,155)
headline-line: ದಿನಾಚರಣೆ xyxy=(112,480,173,501)
aids-day-body xyxy=(33,812,255,990)
paragraph: ತುಮಕೂರು: ನಗರದ ಕೇಂದ್ರ ಭಾಗದಲ್ಲಿರುವ ಶ್ರೀ ಸಿದ್ಧಗಂಗಾ ವಿದ್ಯಾಸಂಸ್ಥೆಯ ಪದವಿ ಕಾಲೇಜುಗಳಲ್ಲಿ ಒಂದಾದ ಶ್ರೀ ಸಿದ್ಧಗಂಗಾ ಕಲಾ ಮತ್ತು ವಾಣಿಜ್ಯ ಸಂಜೆ ಕಾಲೇಜಿನಲ್ಲಿ 2025- 26 ನೇ ಸಾಲಿನ ಎನ್‌ಸಿಸಿ ಎನ್‌ಎಸ್‌ಎಸ್, ರೆಡ್ ಕ್ರಾಸ್,ಕ್ರೀಡೆ ಮತ್ತು ಸಾಂಸ್ಕೃತಿಕ ಚಟುವಟಿಕೆಗಳ ಉದ್ಘಾಟನಾ ಸಮಾರಂಭ, ಪ್ರಥಮ ವರ್ಷದ ಬಿಎ ಬಿಕಾಂ ವಿದ್ಯಾರ್ಥಿಗಳಿಗೆ ಸ್ವಾಗತ ಕಾರ್ಯಕ್ರಮ ಹಾಗೂ ಕನ್ನಡ ರಾಜ್ಯೋತ್ಸವ ಸಮಾರಂಭ ವನ್ನು ಸಡಗರ ಸಂಭ್ರಮದಿಂದ ಆಚರಿಸಲಾಯಿತು. xyxy=(258,520,398,630)
paragraph: ಓದಿ ಜ್ಞಾನ ಮಟ್ಟವನ್ನು ಅಭಿವೃದ್ಧಿಪಡಿಸಿ ಕನ್ನಡವನ್ನುಬೆಳೆಸುವ ಪ್ರಯತ್ನ ಮಾಡಿ ಎಂದು ಕರೆ ನೀಡಿದರು. ಕಾಲೇಜಿನ ಪ್ರಾಂಶುಪಾಲರಾದ ಡಾ.ರತ್ನಮಂಜರಿ ಕೆಜಿ ರವರು ಮಾತನಾಡಿ ವಿದ್ಯಾರ್ಥಿಗಳು ರ‍್ಯಾಂಕ್ ಕಡೆಗಳಿಸುವಷ್ಟರ ಮಟ್ಟಿಗೆ ನಮ್ಮ ಕಾಲೇಜುಮುಂಚೂಣಿಯಲ್ಲಿದೆ. ಗುರುಗಳ ಪ್ರಯತ್ನಕ್ಕೆ ತಕ್ಕ ಪ್ರತಿಫಲವನ್ನು ನೀಡಬೇಕೆಂದರೆ ವಿದ್ಯಾರ್ಥಿಗಳು ಹೆಚ್ಚುಹೆಚ್ಚಿನ ಜ್ಞಾನಾರ್ಜನೆಯಲ್ಲಿ ತೊಡಗಿ ಯಶಸ್ವಿಯಾಗಬೇಕು. ಶೈಕ್ಷಣಿಕ ಶಿಸ್ತು ಗುರುಗಳಬಗ್ಗೆ ಭಕ್ತಿ ಮುಖ್ಯ ಎಂದರು. xyxy=(405,625,545,748)
text-segment: ನಲ್ಲಿ ಪಡೆಯಬಹುದಾಗಿದೆ ಎಂದು ಇಲಾಖೆಯ ಸಹಾಯಕ ನಿರ್ದೇಶಕ ಅಕ್ತರ್ ಕು. ಮಿರ್ಜ ಪ್ರಕಟಣೆಯಲ್ಲಿ ತಿಳಿಸಿದ್ದಾರೆ. xyxy=(699,784,911,819)
siddaganga-headline-line2: ಚಟುವಟಿಕೆ ಉದ್ಘಾಟನೆ ಮತ್ತು ಕನ್ನಡ ರಾಜ್ಯೋತ್ಸವ xyxy=(258,492,595,516)
paragraph: ತುರುವೇಕೆರೆ: ಪ್ರೊ|| ಬಿ.ಕೃಷ್ಣಪ್ಪನವರ ಸ್ಥಾಪಿಸಿದ ಕರ್ನಾಟಕ ದಲಿತ ಸಂಘರ್ಷ ಸಮಿತಿ ತಾಲ್ಲೂಕು ಶಾಖೆ ವತಿಯಿಂದ ಸಂವಿಧಾನ ದಿನಾಚರಣೆಯನ್ನು ಪಟ್ಟಣದ ಕನ್ನಡ ಭವನದಲ್ಲಿ ಆಚರಿಸಲಾಯಿತು. ತಹಸೀಲ್ದಾರ್ ಕುಂ.ಇ.ಅಹಮದ್ ಅಂಬೇಡ್ಕರ್ ಅವರ ಭಾವಚಿತ್ರಕ್ಕೆ ಪುಷ್ಪಾರ್ಚನೆ ಸಲ್ಲಿಸಿ ಮಾತನಾಡಿದ ಅವರು ಡಾ.ಬಿ.ಆರ್.ಅಂಬೇಡ್ಕರ್‌ರವರು ನೀಡಿರುವ ಸಂವಿಧಾನ ಕೇವಲ ಶೋಷಿತ, ದಲಿತ ವರ್ಗಕ್ಕಲ್ಲದೆ ಎಲ್ಲ ಹಿಂದುಳಿದ ವರ್ಗದ ಜನರಿಗೂ ರಾಜಕೀಯ, ಶೈಕ್ಷಣಿಕ ಹಾಗೂ ಆರ್ಥಿಕವಾಗಿಯೂ ಸಹ ಅನುಕೂಲವಾಗಿದೆ. ಎಲ್ಲರಿಗೂ ಮತದಾನದ ಹಕ್ಕು ನೀಡಿದ್ದು ಸಂವಿಧಾನವನ್ನು ಉಳಿಸಿ ಬೆಳೆಸುವ ಹೊಣೆ ನಮ್ಮಗಳ ಮೇಲಿದೆ ಎಂದರು. xyxy=(699,213,911,311)
paragraph: ನಂತರ ಕೃಷಿ ಮಾರುಕಟ್ಟೆ, ಕೆಎಸ್‌ಆರ್‌ಟಿಸಿ ಹಾಗೂ ಖಾಸಗಿ ಬಸ್ ನಿಲ್ದಾಣದಲ್ಲಿ ಏಡ್ಸ್ ನಿಯಂತ್ರಣದ ಬಗ್ಗೆ ಕರಪತ್ರ ಹಂಚಲಾಗುವುದಲ್ಲದೆ ಜಾನಪದ ಕಲಾ ತಂಡಗಳಿಂದ ಬೀದಿ ನಾಟಕ ಪ್ರದರ್ಶನಗಳಿಂದ ಸಾರ್ವಜನಿಕರಿಗೆ ಅರಿವು ಮೂಡಿಸಲಾಗುವುದು. xyxy=(33,875,255,911)
dkshi-col3: ಹಣೆಬರಹವಿದ್ದ ಮುಗೀತು ಸಿಎಂ ಆಗುತ್ತಾರೆ ಎಂದರು. ಅಭಿವೃದ್ಧಿಗೆ 113 ಕೋಟಿ ಅನುದಾನ ಕೊಟ್ಟಿದ್ದಾರೆ. ಈ ಸಂಬಂಧ ಧನ್ಯವಾದ ತಿಳಿಸಲು ಡಿಸಿಎಂ ಡಿ.ಕೆ ಶಿವಕುಮಾರ್ ಅವರನ್ನು ಭೇಟಿಯಾಗ್ತೀನಿ.ಟಿಜಿಜಿಮಟಿಜಿಜಿ ಕ್ಷೇತ್ರದ ಅಭಿವೃದ್ಧಿ ವಿಚಾರವಾಗಿ ಮಾತ್ರ ಪದೇ ಪದೇ ಭೇಟಿ ಮಾಡುತ್ತೇನೆ. ರಾಜಕೀಯ ವಿಚಾರಗಳನ್ನು ಡಿಕೆಶಿ ಕೇಳುವುದಿಲ್ಲ ನಾನು ಹೇಳುವುದಿಲ್ಲ. ನನ್ನ ಕೆಲಸಗಳಿಗಷ್ಟೆ ನಾನು ಸೀಮಿತನಾಗಿದ್ದೇನೆ ಎಂದರು. xyxy=(552,933,692,1031)
arthika-col4: ಐದು ದಿನಗಳ ಸಂವಿಧಾನ ಜಾಥಾಕ್ಕೆ ಅರ್ಥಪೂರ್ಣವಾಗಿ ಸಮಾರೋಪಗೊಳಿಸಿದ್ದು ಜಂಗಮ ಕಲೆಕ್ಟಿವ್ ತಂಡದ _'ಬಾಬ್ ಮಾರ್ಲಿ ಫ್ರಮ್ ಕೋಡಿಹಳ್ಳಿ'"_ ಎಂಬ ನಾಟಕ. ಸಮಕಾಲೀನ ಸಮಾಜದಲ್ಲಿ ಜಾತಿ ಆಧಾರಿತ ಭೇದ-ಭಾವದ ಹೊಸ ರೂಪಗಳನ್ನು ಮನದಟ್ಟು ಮಾಡುವಂತೆ ಚಿತ್ರಿಸುವ ಈ ನಾಟಕವು ಪ್ರೇಕ್ಷಕರ ಹೃದಯ ಗೆದ್ದಿತು. ಕಾರ್ಯಕ್ರಮದಲ್ಲಿ ಸ್ಲಂ ಜನಾಂದೋಲನ ಕರ್ನಾಟಕದ ರಾಜ್ಯ ಸಂಚಾಲಕರಾದ ಎ. ನರಸಿಂಹಮೂರ್ತಿ, ದಲಿತ ಮುಖಂಡರಾದ ಕೊಟ್ಟ ಶಂಕರ್, ಡಿ.ಟಿ. ವೆಂಕಟೇಶ್, ಡಾ. ಓಬಳೇಶ್ ಮತ್ತು ಸಾವಿತ್ರಿ ಬಾಯಿ ಫುಲೆ ಮಹಿಳಾ ಸಂಘಟನೆಯ ಅನುಪಮಾರವರು, ಸಂವಿಧಾನ ಸ್ನೇಹಿ ಬಳಗದ ಅಶ್ವಿನಿ ಬೋಧ್ ಮತ್ತು ಪೂರ್ಣ ರವಿಶಂಕರ್ ರವರು, ಸ್ಲಂ ಸಮಿತಿಯ ಅರುಣ್. ತಿರುಮಲಯ್ಯ, ಕೃಷ್ಣಮೂರ್ತಿ. ಮುಬಾರಕ್. ರಾಮಕೃಷ್ಣಯ್ಯ,ನಾಟಕದ ಕಲಾವಿದರಾದ ಚಂದ್ರಶೇಖರ್ ಕೋಡಿಹಳ್ಳಿ, ಶ್ವೇತಾರಾಣಿ, ಭರತ್ ಡಿಂಗ್ರಿ, ಮಣಿಯಮ್ಮ ಚೂಡಿ. ವಿವಿಧ ಸಂಘಟನೆಗಳ ಮುಖಂಡರು ಉಪಸ್ಥಿತರಿದ್ದರು. xyxy=(760,1127,912,1325)
text-segment: ಯನ್ನು ಸಂಪರ್ಕಿಸಬಹುದಾಗಿದೆ. ನಿಗದಿತ ದಿನಾಂಕದ ನಂತರ ಸಲ್ಲಿಸುವ ಅರ್ಜಿಗಳನ್ನು ಪರಿಗಣಿಸಲಾಗುವುದಿಲ್ಲ ಹಾಗೂ ಅರ್ಜಿಯನ್ನು ನೇರವಾಗಿ ಇಲಾಖೆಯಲ್ಲಿ ಸ್ವೀಕರಿಸುವುದಿಲ್ಲ. ಧನ ಸಹಾಯಕ್ಕೆ ಅರ್ಜಿ ಸಲ್ಲಿಕೆಗೆ ಅನ್ವಯಿಸುವ ಮಾರ್ಗಸೂಚಿಗಳನ್ನು ಸೇವಾ ಸಿಂಧು ಪೋರ್ಟಲ್ ಮತ್ತು ಇಲಾಖೆಯ ವೆಬ್ ಸೈಟ್ xyxy=(699,734,911,781)
paragraph: ಬೆಂಗಳೂರು: ಅಧಿವೇಶನದಲ್ಲಿ ಬಿಜೆಪಿ ಮತ್ತು ಜೆಡಿಎಸ್ ಶಾಸಕರು ಜಾಲು ಚೇಸಿನಂತೆ ಒಗ್ಗಟ್ಟಾಗಿ ಸರ್ಕಾರದ ವಿರುದ್ಧ ಹೋರಾಟ ನಡೆಸುತ್ತೇವೆ ಎಂದು ವಿಧಾನಸಭೆಯ ಪ್ರತಿಪಕ್ಷದ ನಾಯಕ ಆರ್.ಅಶೋಕ್ ವಾಗ್ದಾಳಿ ನಡೆಸಿದರು. xyxy=(33,158,193,205)
ad-line1: ಜಾಹೀರಾತು ಹಾಗೂ xyxy=(105,1357,175,1370)
paragraph: ನಮ್ಮ ಮನೆಯಲ್ಲಿ ಏನಾದರೂ ಅಂತಹ ಬೆಳವಣಿಗೆ ನಡೆದಿದ್ದರೆ ಹೇಳಬೇಕು. ಕಾಂಗ್ರೆಸ್ ಪಕ್ಷದ ಆಂತರಿಕ ವಿಚಾರಕ್ಕೆ ಪ್ರತಿಕ್ರಿಯಿಸುವುದಿಲ್ಲ. ಇದು ಕಾಂಗ್ರೆಸ್ ಪಕ್ಷದ ಸರ್ಕಾರವಲ್ಲ ಇದು. ಕರ್ನಾಟಕ ಪಕ್ಷದ ಸಂಘಟನೆ ಮಾಡುವ ಬಗ್ಗೆ ಚರ್ಚೆ ಮಾಡೋದು ಅಥವಾ ಬಿಡೋದು ಅವರಿಗೆ ಬಿಟ್ಟಿದ್ದು. ನಾಡಿನ ಜನತೆ 140 ಸ್ಥಾನ ಕೊಟ್ಟು ಒಳ್ಳೆಯ ಕೆಲಸ ಮಾಡಿ ಅಂಥಾ ಅಧಿಕಾರ ಕೊಟ್ಟರು. ಇವರು ಕಳೆದ ಎರಡೂವರೆ ವರ್ಷದಿಂದ ಮಾಡಿದ್ದು ಏನು? ಎಂದು ಅವರು ಪ್ರಶ್ನಿಸಿದರು. xyxy=(369,292,523,390)
paragraph: ಬಿಜೆಪಿ-ಜೆಡಿಎಸ್ ಶಾಸಕರ ಸಮನ್ವಯ ಸಭೆಯ ನಂತರ ಮಾತನಾಡಿದ ಅವರು, ಸದನದಲ್ಲಿ ಹೇಗೆ ನಡೆದುಕೊಳ್ಳಬೇಕು, ಯಾವ ವಿಷಯಗಳನ್ನು ಪ್ರಸ್ತಾಪಿಸಬೇಕು ಎಂಬುದರ ಬಗ್ಗೆ ಕೇಂದ್ರ ಸಚಿವ ಹೆಚ್.ಡಿ. ಕುಮಾರಸ್ವಾಮಿಯವರು ಸಲಹೆ ಕೊಟ್ಟಿದ್ದಾರೆ. ಅದರಂತೆ ಎರಡೂ ಪಕ್ಷಗಳ ಶಾಸಕರು ನಡೆದುಕೊಳ್ಳುತ್ತೇವೆ. ನಮ್ಮಲ್ಲಿ ಯಾವುದೇ ರೀತಿಯ ಗೊಂದಲ -ಭಿನ್ನಮತ ಇಲ್ಲ ಎಂದು ಸ್ಪಷ್ಟಪಡಿಸಿದರು. xyxy=(33,208,193,293)
dkshi-col2: ಮಹಡಿಯನ್ನು ಲೋಕಾರ್ಪಣೆಗೊಳಿಸಿ ಮಾತನಾಡಿದರು.ಸದಾನಂದಗೌಡರು ಕೆಎಂಎಫ್ ಅಧ್ಯಕ್ಷರಾಗುವುದಕ್ಕೆ ಆಗಿರಲಿಲ್ಲ. ಮುಖ್ಯಮಂತ್ರಿಯಾದರು. ಕಾಂಗ್ರೆಸ್-ಜೆಡಿಎಸ್ ಸಮ್ಮಿಶ್ರ ಸರ್ಕಾರದಲ್ಲಿ ಎಚ್.ಡಿ ಕುಮಾರಸ್ವಾಮಿ ಮುಖ್ಯಮಂತ್ರಿ ಆಗುತ್ತಾರೆ ಎಂದು ಯಾರಾದರೂ ಅಂದುಕೊಂಡಿದ್ದಾ? ಕಡಿಮೆ ಸಂಖ್ಯಾ ಬಲವನ್ನು ಹೊಂದಿದ್ದ ಜೆಡಿಎಸ್‌ನ ಕುಮಾರಸ್ವಾಮಿ ಹಣೆ ಬರಹದಿಂದ ಮುಖ್ಯಮಂತ್ರಿ ಆಗಿರಲಿಲ್ವೆ? ಅದರಂತೆ ಡಿಕೆಶಿಗೆ ಸಿಎಂ ಆಗುವ xyxy=(405,933,545,1043)
samvidhana-body xyxy=(699,212,911,512)
headline-line: ವಿಶ್ವ ಏಡ್ಸ್ ದಿನಾಚರಣೆ: xyxy=(69,759,216,781)
